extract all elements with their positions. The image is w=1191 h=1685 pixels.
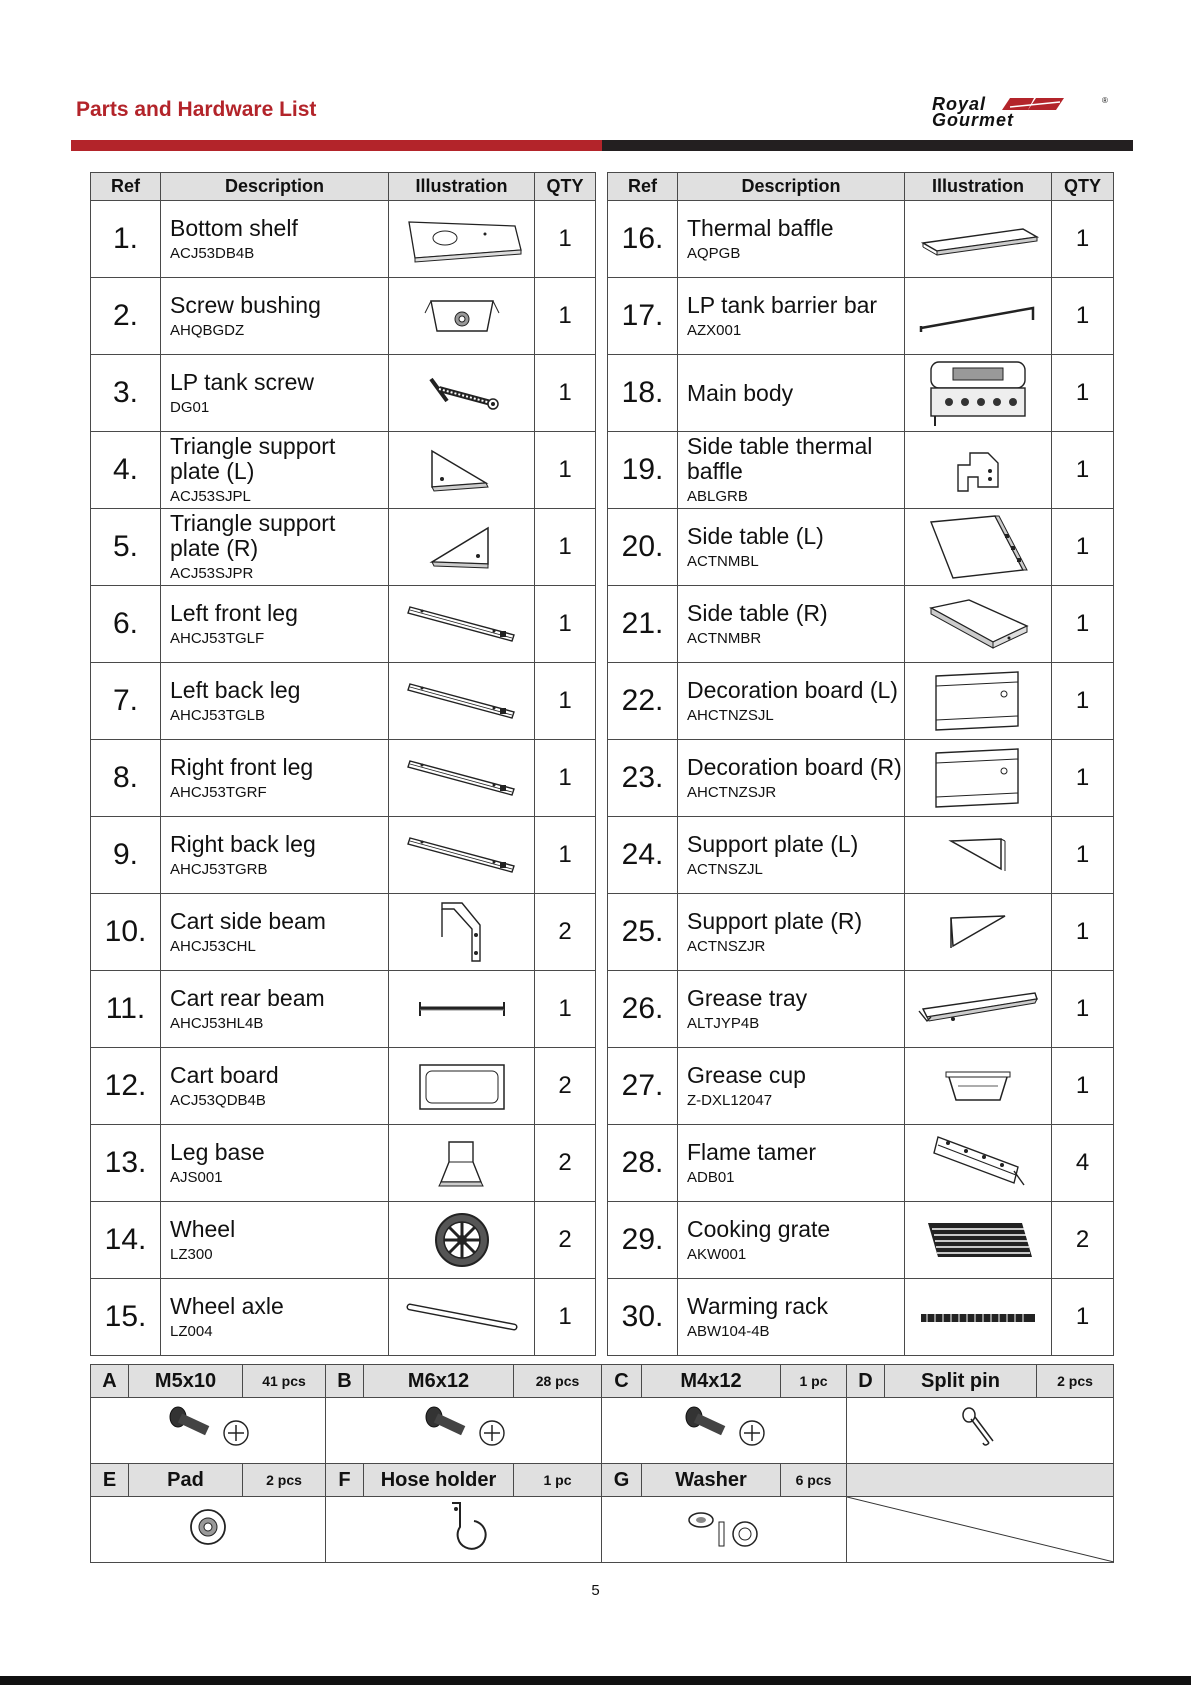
part-ref: 28. <box>608 1125 678 1202</box>
parts-row <box>608 894 1114 971</box>
parts-row <box>91 1125 596 1202</box>
registered-mark: ® <box>1102 96 1108 105</box>
part-qty: 2 <box>535 894 596 971</box>
part-ref: 29. <box>608 1202 678 1279</box>
parts-row <box>91 663 596 740</box>
part-ref: 25. <box>608 894 678 971</box>
part-qty: 1 <box>1052 894 1114 971</box>
part-description <box>678 740 905 817</box>
part-name: Grease cup <box>687 1061 806 1088</box>
description-header: Description <box>161 173 389 201</box>
side-table-left-icon <box>905 512 1051 582</box>
part-ref: 10. <box>91 894 161 971</box>
header-bar-red <box>71 140 602 151</box>
hardware-illustration <box>326 1497 602 1563</box>
part-code: AZX001 <box>687 321 742 339</box>
part-illustration <box>905 663 1052 740</box>
part-ref: 20. <box>608 509 678 586</box>
parts-row <box>608 663 1114 740</box>
part-ref: 4. <box>91 432 161 509</box>
part-name: Support plate (L) <box>687 830 859 857</box>
part-description <box>678 817 905 894</box>
hardware-name: Pad <box>129 1464 243 1497</box>
hardware-illustration <box>326 1398 602 1464</box>
parts-row <box>91 432 596 509</box>
illustration-header: Illustration <box>389 173 535 201</box>
part-qty: 1 <box>535 663 596 740</box>
screw-icon <box>674 1440 774 1457</box>
hardware-letter: F <box>326 1464 364 1497</box>
hardware-illustration <box>602 1497 847 1563</box>
page-number: 5 <box>591 1582 600 1599</box>
part-ref: 11. <box>91 971 161 1048</box>
part-ref: 14. <box>91 1202 161 1279</box>
part-qty: 1 <box>535 817 596 894</box>
warming-rack-icon <box>905 1302 1051 1332</box>
part-description <box>161 817 389 894</box>
part-name: Side table (R) <box>687 599 828 626</box>
parts-row <box>91 1048 596 1125</box>
part-ref: 6. <box>91 586 161 663</box>
part-illustration <box>905 740 1052 817</box>
part-qty: 2 <box>1052 1202 1114 1279</box>
grease-tray-icon <box>905 987 1051 1031</box>
part-qty: 2 <box>535 1202 596 1279</box>
part-name: Triangle support plate (L) <box>170 433 336 484</box>
side-table-right-icon <box>905 594 1051 654</box>
parts-row <box>608 1279 1114 1356</box>
part-description <box>161 355 389 432</box>
part-illustration <box>905 432 1052 509</box>
hardware-name: M4x12 <box>642 1365 781 1398</box>
leg-icon <box>389 830 534 880</box>
hardware-qty: 2 pcs <box>1037 1365 1114 1398</box>
part-code: AQPGB <box>687 244 741 262</box>
part-code: ACJ53DB4B <box>170 244 255 262</box>
parts-row <box>608 1048 1114 1125</box>
part-description <box>678 509 905 586</box>
hardware-letter: B <box>326 1365 364 1398</box>
part-ref: 30. <box>608 1279 678 1356</box>
ref-header: Ref <box>608 173 678 201</box>
part-ref: 27. <box>608 1048 678 1125</box>
header-bar-black <box>602 140 1133 151</box>
part-name: Flame tamer <box>687 1138 817 1165</box>
part-code: AHCJ53TGLB <box>170 706 266 724</box>
part-name: Wheel <box>170 1215 236 1242</box>
part-illustration <box>905 1202 1052 1279</box>
hardware-qty: 6 pcs <box>781 1464 847 1497</box>
part-ref: 9. <box>91 817 161 894</box>
cooking-grate-icon <box>905 1215 1051 1265</box>
part-qty: 1 <box>1052 971 1114 1048</box>
part-qty: 1 <box>535 740 596 817</box>
leg-base-icon <box>389 1136 534 1191</box>
part-illustration <box>905 355 1052 432</box>
part-code: Z-DXL12047 <box>687 1091 773 1109</box>
parts-row <box>608 586 1114 663</box>
parts-row <box>91 971 596 1048</box>
part-code: ACTNMBR <box>687 629 762 647</box>
part-name: LP tank screw <box>170 368 315 395</box>
part-illustration <box>389 1125 535 1202</box>
hose-holder-icon <box>434 1544 494 1561</box>
split-pin-icon <box>955 1440 1005 1457</box>
part-qty: 1 <box>1052 509 1114 586</box>
parts-row <box>608 432 1114 509</box>
leg-icon <box>389 599 534 649</box>
part-illustration <box>389 1279 535 1356</box>
parts-row <box>91 740 596 817</box>
part-ref: 24. <box>608 817 678 894</box>
pad-icon <box>183 1539 233 1556</box>
part-name: LP tank barrier bar <box>687 291 878 318</box>
qty-header: QTY <box>1052 173 1114 201</box>
part-name: Warming rack <box>687 1292 828 1319</box>
decoration-board-icon <box>905 745 1051 811</box>
part-ref: 5. <box>91 509 161 586</box>
bottom-shelf-icon <box>389 214 534 264</box>
hardware-letter: D <box>847 1365 885 1398</box>
hardware-illustration <box>847 1398 1114 1464</box>
screw-bushing-icon <box>389 291 534 341</box>
part-name: Grease tray <box>687 984 808 1011</box>
part-description <box>678 1279 905 1356</box>
part-code: AHCJ53TGRB <box>170 860 268 878</box>
triangle-plate-right-icon <box>389 522 534 572</box>
part-illustration <box>389 1202 535 1279</box>
part-illustration <box>905 894 1052 971</box>
part-name: Cart side beam <box>170 907 326 934</box>
parts-table-right <box>607 172 1114 1356</box>
support-plate-right-icon <box>905 910 1051 954</box>
part-code: ALTJYP4B <box>687 1014 760 1032</box>
part-ref: 15. <box>91 1279 161 1356</box>
parts-row <box>608 278 1114 355</box>
part-description <box>161 1125 389 1202</box>
part-ref: 13. <box>91 1125 161 1202</box>
hardware-letter: E <box>91 1464 129 1497</box>
empty-cell <box>847 1497 1114 1563</box>
screw-icon <box>158 1440 258 1457</box>
part-description <box>678 1125 905 1202</box>
part-description <box>161 1279 389 1356</box>
part-description <box>678 663 905 740</box>
part-code: AHQBGDZ <box>170 321 245 339</box>
part-ref: 21. <box>608 586 678 663</box>
part-code: ADB01 <box>687 1168 735 1186</box>
part-qty: 1 <box>1052 201 1114 278</box>
part-qty: 1 <box>535 586 596 663</box>
part-qty: 1 <box>535 509 596 586</box>
part-illustration <box>389 1048 535 1125</box>
part-qty: 1 <box>1052 355 1114 432</box>
parts-row <box>91 355 596 432</box>
description-header: Description <box>678 173 905 201</box>
part-description <box>678 586 905 663</box>
hardware-qty: 28 pcs <box>514 1365 602 1398</box>
flame-tamer-icon <box>905 1131 1051 1195</box>
parts-row <box>608 817 1114 894</box>
part-description <box>678 1048 905 1125</box>
hardware-name: Split pin <box>885 1365 1037 1398</box>
cart-rear-beam-icon <box>389 994 534 1024</box>
part-name: Left back leg <box>170 676 301 703</box>
wheel-icon <box>389 1210 534 1270</box>
part-ref: 7. <box>91 663 161 740</box>
part-qty: 1 <box>1052 278 1114 355</box>
leg-icon <box>389 676 534 726</box>
parts-row <box>91 1279 596 1356</box>
part-description <box>161 1202 389 1279</box>
part-code: AHCJ53HL4B <box>170 1014 264 1032</box>
part-description <box>678 1202 905 1279</box>
part-qty: 2 <box>535 1125 596 1202</box>
part-code: AHCJ53TGRF <box>170 783 267 801</box>
lp-tank-screw-icon <box>389 371 534 416</box>
part-illustration <box>905 1048 1052 1125</box>
part-illustration <box>389 586 535 663</box>
part-ref: 23. <box>608 740 678 817</box>
thermal-baffle-icon <box>905 219 1051 259</box>
part-qty: 1 <box>1052 432 1114 509</box>
hardware-letter: G <box>602 1464 642 1497</box>
part-code: ABW104-4B <box>687 1322 770 1340</box>
part-qty: 1 <box>535 201 596 278</box>
parts-row <box>608 740 1114 817</box>
part-illustration <box>905 586 1052 663</box>
part-illustration <box>905 1125 1052 1202</box>
part-illustration <box>389 740 535 817</box>
part-code: LZ004 <box>170 1322 213 1340</box>
page-title: Parts and Hardware List <box>76 98 317 121</box>
hardware-qty: 2 pcs <box>243 1464 326 1497</box>
triangle-plate-left-icon <box>389 445 534 495</box>
grease-cup-icon <box>905 1064 1051 1108</box>
parts-row <box>91 201 596 278</box>
part-description <box>161 663 389 740</box>
part-qty: 1 <box>535 278 596 355</box>
part-description <box>161 278 389 355</box>
hardware-illustration <box>602 1398 847 1464</box>
flame-stripes-icon <box>998 96 1068 114</box>
part-code: AHCTNZSJR <box>687 783 777 801</box>
part-illustration <box>389 278 535 355</box>
part-code: ACJ53QDB4B <box>170 1091 266 1109</box>
parts-row <box>91 894 596 971</box>
cart-side-beam-icon <box>389 897 534 967</box>
qty-header: QTY <box>535 173 596 201</box>
part-description <box>161 201 389 278</box>
part-ref: 17. <box>608 278 678 355</box>
screw-icon <box>414 1440 514 1457</box>
part-description <box>161 894 389 971</box>
part-illustration <box>389 894 535 971</box>
part-code: LZ300 <box>170 1245 213 1263</box>
part-ref: 19. <box>608 432 678 509</box>
logo-line-1: Royal <box>932 94 987 114</box>
part-code: ACJ53SJPL <box>170 488 251 505</box>
diagonal-strike <box>847 1497 1114 1562</box>
cart-board-icon <box>389 1059 534 1114</box>
part-description <box>678 278 905 355</box>
part-description <box>161 432 389 509</box>
part-name: Side table thermal baffle <box>687 433 873 484</box>
part-qty: 1 <box>1052 1279 1114 1356</box>
decoration-board-icon <box>905 668 1051 734</box>
parts-row <box>608 355 1114 432</box>
part-illustration <box>905 201 1052 278</box>
part-illustration <box>389 509 535 586</box>
washer-icon <box>679 1539 769 1556</box>
part-code: ACTNSZJR <box>687 937 766 955</box>
part-qty: 1 <box>535 432 596 509</box>
part-illustration <box>905 971 1052 1048</box>
part-name: Thermal baffle <box>687 214 834 241</box>
part-name: Wheel axle <box>170 1292 284 1319</box>
part-name: Side table (L) <box>687 522 824 549</box>
part-description <box>161 971 389 1048</box>
brand-logo <box>930 96 1110 134</box>
part-illustration <box>389 663 535 740</box>
parts-row <box>608 509 1114 586</box>
hardware-illustration <box>91 1398 326 1464</box>
part-illustration <box>389 355 535 432</box>
empty-cell <box>847 1464 1114 1497</box>
part-ref: 12. <box>91 1048 161 1125</box>
part-ref: 16. <box>608 201 678 278</box>
part-code: AHCTNZSJL <box>687 706 774 724</box>
parts-row <box>91 278 596 355</box>
hardware-qty: 1 pc <box>781 1365 847 1398</box>
part-qty: 1 <box>1052 817 1114 894</box>
hardware-name: Washer <box>642 1464 781 1497</box>
part-ref: 1. <box>91 201 161 278</box>
part-description <box>161 1048 389 1125</box>
part-ref: 2. <box>91 278 161 355</box>
illustration-header: Illustration <box>905 173 1052 201</box>
part-qty: 1 <box>1052 740 1114 817</box>
part-illustration <box>389 971 535 1048</box>
part-name: Cooking grate <box>687 1215 831 1242</box>
hardware-qty: 1 pc <box>514 1464 602 1497</box>
part-qty: 1 <box>1052 586 1114 663</box>
part-code: AJS001 <box>170 1168 223 1186</box>
part-name: Bottom shelf <box>170 214 298 241</box>
part-name: Cart board <box>170 1061 279 1088</box>
parts-row <box>608 201 1114 278</box>
parts-row <box>91 1202 596 1279</box>
part-qty: 1 <box>1052 663 1114 740</box>
part-name: Triangle support plate (R) <box>170 510 336 561</box>
part-ref: 26. <box>608 971 678 1048</box>
hardware-name: M6x12 <box>364 1365 514 1398</box>
part-name: Right back leg <box>170 830 316 857</box>
part-code: AHCJ53TGLF <box>170 629 265 647</box>
part-ref: 3. <box>91 355 161 432</box>
part-name: Leg base <box>170 1138 265 1165</box>
part-qty: 1 <box>535 1279 596 1356</box>
hardware-name: M5x10 <box>129 1365 243 1398</box>
part-qty: 2 <box>535 1048 596 1125</box>
part-description <box>678 432 905 509</box>
hardware-table <box>90 1364 1114 1563</box>
wheel-axle-icon <box>389 1297 534 1337</box>
part-description <box>161 740 389 817</box>
hardware-illustration <box>91 1497 326 1563</box>
part-illustration <box>905 278 1052 355</box>
part-name: Decoration board (L) <box>687 676 898 703</box>
part-illustration <box>905 509 1052 586</box>
hardware-qty: 41 pcs <box>243 1365 326 1398</box>
part-description <box>678 201 905 278</box>
logo-line-2: Gourmet <box>932 110 1015 130</box>
parts-row <box>608 971 1114 1048</box>
part-code: ACJ53SJPR <box>170 565 254 582</box>
part-illustration <box>389 201 535 278</box>
part-ref: 22. <box>608 663 678 740</box>
part-description <box>678 355 905 432</box>
hardware-name: Hose holder <box>364 1464 514 1497</box>
part-name: Support plate (R) <box>687 907 863 934</box>
part-description <box>678 971 905 1048</box>
part-qty: 1 <box>1052 1048 1114 1125</box>
barrier-bar-icon <box>905 296 1051 336</box>
part-illustration <box>389 817 535 894</box>
part-name: Screw bushing <box>170 291 321 318</box>
part-name: Left front leg <box>170 599 298 626</box>
part-illustration <box>905 817 1052 894</box>
parts-row <box>608 1202 1114 1279</box>
part-description <box>678 894 905 971</box>
part-code: ABLGRB <box>687 488 748 505</box>
leg-icon <box>389 753 534 803</box>
part-name: Right front leg <box>170 753 314 780</box>
parts-row <box>91 586 596 663</box>
part-code: AKW001 <box>687 1245 747 1263</box>
part-description <box>161 586 389 663</box>
side-baffle-icon <box>905 443 1051 498</box>
footer-bar <box>0 1676 1191 1685</box>
part-illustration <box>389 432 535 509</box>
part-qty: 4 <box>1052 1125 1114 1202</box>
part-code: ACTNSZJL <box>687 860 763 878</box>
hardware-letter: C <box>602 1365 642 1398</box>
part-name: Main body <box>687 379 794 406</box>
parts-row <box>91 509 596 586</box>
part-illustration <box>905 1279 1052 1356</box>
part-name: Cart rear beam <box>170 984 325 1011</box>
parts-row <box>608 1125 1114 1202</box>
hardware-letter: A <box>91 1365 129 1398</box>
part-name: Decoration board (R) <box>687 753 902 780</box>
part-qty: 1 <box>535 355 596 432</box>
part-code: AHCJ53CHL <box>170 937 256 955</box>
part-ref: 8. <box>91 740 161 817</box>
part-qty: 1 <box>535 971 596 1048</box>
part-code: ACTNMBL <box>687 552 759 570</box>
parts-table-left <box>90 172 596 1356</box>
part-code: DG01 <box>170 398 210 416</box>
parts-row <box>91 817 596 894</box>
ref-header: Ref <box>91 173 161 201</box>
support-plate-left-icon <box>905 833 1051 877</box>
part-ref: 18. <box>608 355 678 432</box>
part-description <box>161 509 389 586</box>
grill-body-icon <box>905 358 1051 428</box>
